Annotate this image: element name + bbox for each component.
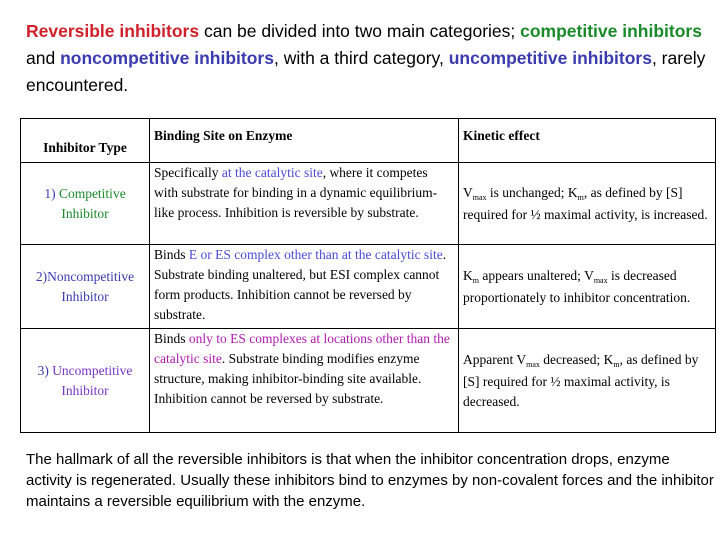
cell-binding-site bbox=[150, 245, 459, 329]
cell-inhibitor-type bbox=[21, 245, 150, 329]
kinetic-text: V bbox=[463, 184, 473, 200]
inhibitor-name: Noncompetitive bbox=[47, 268, 135, 284]
table-row bbox=[21, 163, 716, 245]
cell-inhibitor-type bbox=[21, 163, 150, 245]
kinetic-text: appears unaltered; V bbox=[478, 267, 594, 283]
intro-text: and bbox=[26, 48, 61, 68]
binding-text: Specifically bbox=[154, 165, 222, 180]
binding-text: Binds bbox=[154, 331, 189, 346]
kinetic-subscript: max bbox=[593, 275, 608, 285]
table-header-row bbox=[21, 119, 716, 163]
kinetic-subscript: m bbox=[472, 275, 479, 285]
inhibitor-name: Uncompetitive bbox=[52, 362, 133, 378]
kinetic-subscript: max bbox=[526, 359, 540, 369]
header-inhibitor-type: Inhibitor Type bbox=[21, 119, 150, 163]
term-uncompetitive-inhibitors: uncompetitive inhibitors bbox=[448, 48, 652, 68]
cell-kinetic-effect bbox=[459, 163, 716, 245]
binding-text: . Substrate binding unaltered, but ESI complex cannot form products. Inhibition cannot be reversed by substrate. bbox=[154, 247, 447, 322]
inhibitor-name: Competitive bbox=[58, 185, 126, 201]
row-number: 2) bbox=[35, 268, 48, 284]
header-kinetic-effect: Kinetic effect bbox=[459, 119, 716, 163]
table-row bbox=[21, 245, 716, 329]
term-competitive-inhibitors: competitive inhibitors bbox=[520, 21, 702, 41]
binding-text: , where it competes with substrate for binding in a dynamic equilibrium- like process. Inhibition is reversible by substrate. bbox=[154, 165, 438, 220]
binding-text: . Substrate binding modifies enzyme structure, making inhibitor-binding site available. Inhibition cannot be reversed by substrate. bbox=[154, 351, 422, 406]
inhibitor-label: Inhibitor bbox=[61, 205, 109, 221]
row-number: 3) bbox=[37, 362, 53, 378]
cell-binding-site bbox=[150, 163, 459, 245]
table-row bbox=[21, 329, 716, 433]
binding-highlight: only to ES complexes at locations other than the catalytic site bbox=[154, 331, 450, 366]
kinetic-subscript: m bbox=[613, 359, 620, 369]
binding-highlight: E or ES complex other than at the catalytic site bbox=[188, 247, 443, 262]
kinetic-text: , as defined by [S] required for ½ maximal activity, is decreased. bbox=[463, 351, 699, 409]
kinetic-subscript: m bbox=[577, 192, 584, 202]
cell-kinetic-effect bbox=[459, 245, 716, 329]
kinetic-text: is decreased proportionately to inhibitor concentration. bbox=[463, 267, 691, 305]
inhibitor-table bbox=[20, 118, 716, 433]
kinetic-text: decreased; K bbox=[539, 351, 614, 367]
row-number: 1) bbox=[44, 185, 59, 201]
intro-text: can be divided into two main categories; bbox=[199, 21, 521, 41]
term-reversible-inhibitors: Reversible inhibitors bbox=[26, 21, 200, 41]
intro-paragraph bbox=[26, 18, 716, 99]
intro-text: , with a third category, bbox=[273, 48, 449, 68]
cell-kinetic-effect bbox=[459, 329, 716, 433]
kinetic-subscript: max bbox=[472, 192, 487, 202]
binding-text: Binds bbox=[154, 247, 189, 262]
term-noncompetitive-inhibitors: noncompetitive inhibitors bbox=[60, 48, 274, 68]
kinetic-text: is unchanged; K bbox=[486, 184, 578, 200]
kinetic-text: Apparent V bbox=[463, 351, 527, 367]
cell-binding-site bbox=[150, 329, 459, 433]
outro-paragraph: The hallmark of all the reversible inhibitors is that when the inhibitor concentration drops, enzyme activity is regenerated. Usually these inhibitors bind to enzymes by non-covalent forces and the inhibitor maintains a reversible equilibrium with the enzyme. bbox=[26, 451, 714, 510]
kinetic-text: K bbox=[463, 267, 473, 283]
inhibitor-label: Inhibitor bbox=[61, 382, 109, 398]
intro-text: , rarely encountered. bbox=[26, 48, 706, 95]
inhibitor-label: Inhibitor bbox=[61, 288, 109, 304]
kinetic-text: , as defined by [S] required for ½ maximal activity, is increased. bbox=[463, 184, 708, 222]
header-binding-site: Binding Site on Enzyme bbox=[150, 119, 459, 163]
binding-highlight: at the catalytic site bbox=[221, 165, 323, 180]
cell-inhibitor-type bbox=[21, 329, 150, 433]
